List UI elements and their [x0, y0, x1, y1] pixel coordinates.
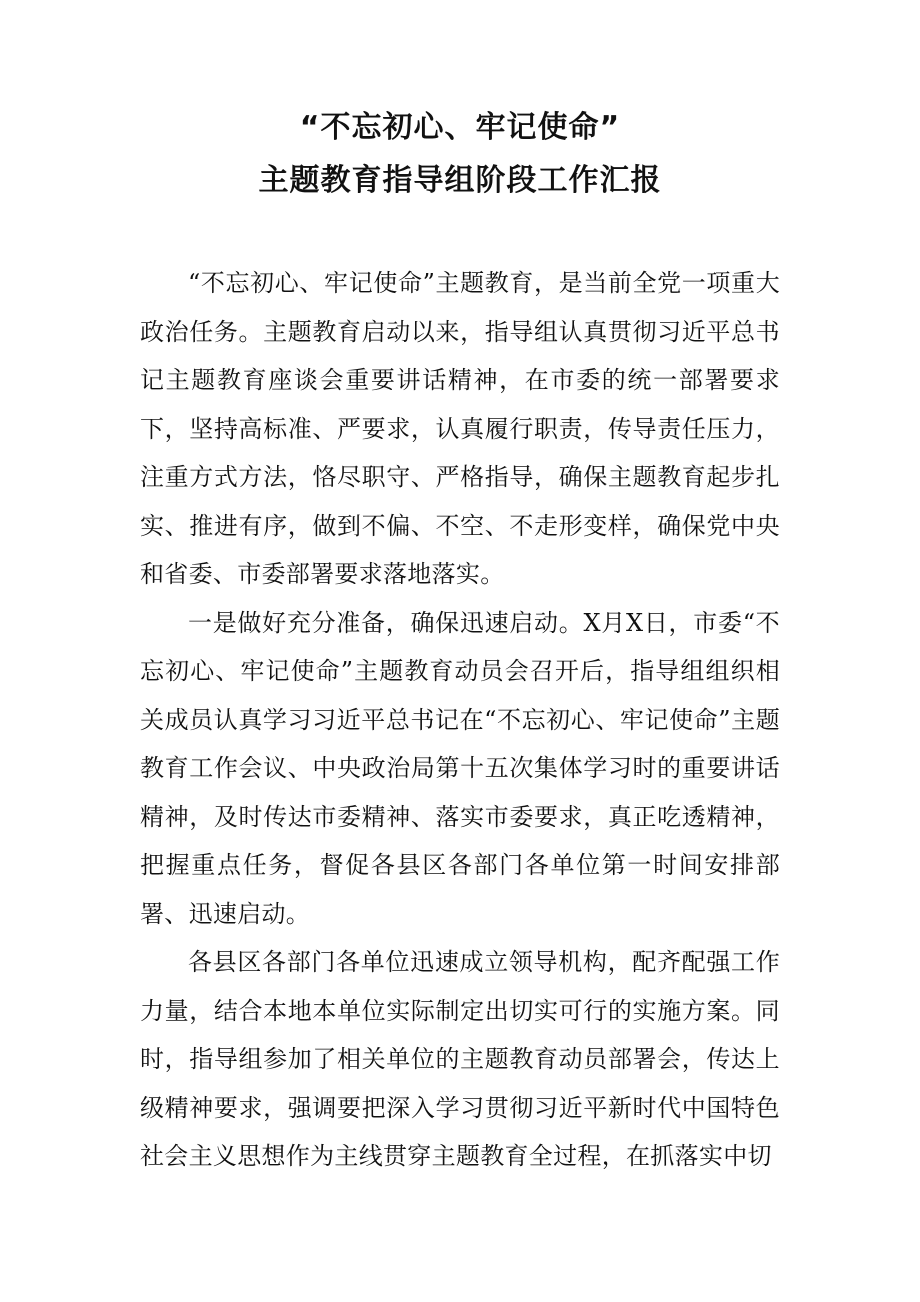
- paragraph-intro: “不忘初心、牢记使命”主题教育，是当前全党一项重大政治任务。主题教育启动以来，指导组认真贯彻习近平总书记主题教育座谈会重要讲话精神，在市委的统一部署要求下，坚持高标准、严要求，认真履行职责，传导责任压力，注重方式方法，恪尽职守、严格指导，确保主题教育起步扎实、推进有序，做到不偏、不空、不走形变样，确保党中央和省委、市委部署要求落地落实。: [140, 269, 780, 588]
- document-title-line-1: “不忘初心、牢记使命”: [299, 110, 621, 145]
- document-body: [140, 259, 780, 1181]
- paragraph-implementation: 各县区各部门各单位迅速成立领导机构，配齐配强工作力量，结合本地本单位实际制定出切实可行的实施方案。同时，指导组参加了相关单位的主题教育动员部署会，传达上级精神要求，强调要把深入学习贯彻习近平新时代中国特色社会主义思想作为主线贯穿主题教育全过程，在抓落实中切: [140, 948, 780, 1170]
- paragraph-preparation: 一是做好充分准备，确保迅速启动。X月X日，市委“不忘初心、牢记使命”主题教育动员会召开后，指导组组织相关成员认真学习习近平总书记在“不忘初心、牢记使命”主题教育工作会议、中央政治局第十五次集体学习时的重要讲话精神，及时传达市委精神、落实市委要求，真正吃透精神，把握重点任务，督促各县区各部门各单位第一时间安排部署、迅速启动。: [140, 608, 780, 928]
- document-title-line-2: 主题教育指导组阶段工作汇报: [258, 163, 662, 198]
